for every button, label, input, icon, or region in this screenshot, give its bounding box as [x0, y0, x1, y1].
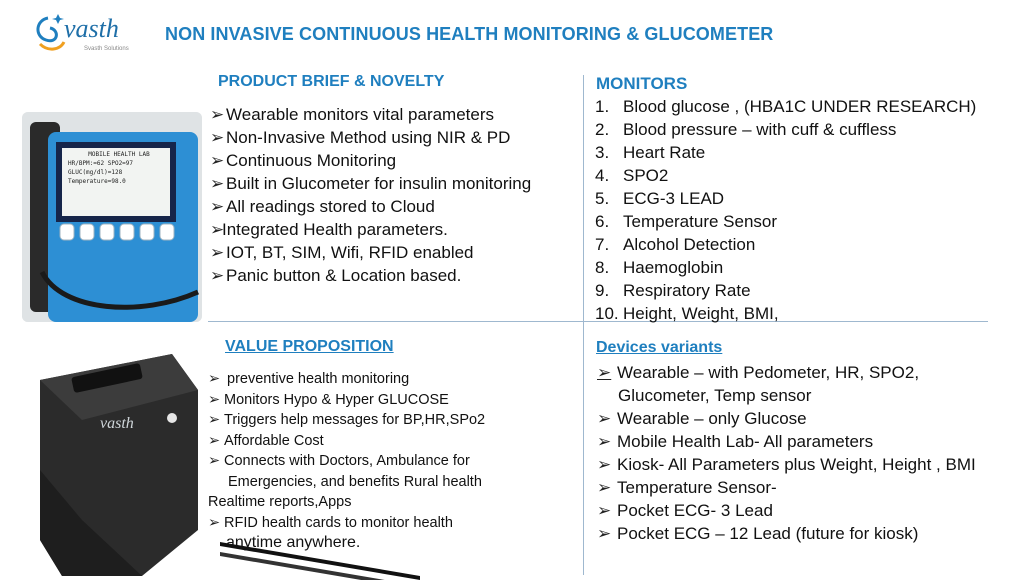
list-item: ➢ RFID health cards to monitor health [208, 513, 485, 534]
arrow-bullet-icon: ➢ [597, 409, 612, 428]
list-item: 3. Heart Rate [595, 143, 706, 162]
list-item: 10. Height, Weight, BMI, [595, 304, 779, 323]
list-item: 4. SPO2 [595, 166, 669, 185]
list-item: ➢ IOT, BT, SIM, Wifi, RFID enabled [210, 243, 474, 262]
page-title: NON INVASIVE CONTINUOUS HEALTH MONITORING & GLUCOMETER [165, 24, 774, 44]
list-item: Glucometer, Temp sensor [618, 386, 812, 405]
screen-line-3: Temperature=98.0 [68, 178, 126, 185]
arrow-bullet-icon: ➢ [597, 455, 612, 474]
arrow-bullet-icon: ➢ [210, 220, 225, 239]
screen-header: MOBILE HEALTH LAB [88, 151, 150, 158]
monitors-list [595, 95, 976, 325]
arrow-bullet-icon: ➢ [208, 391, 221, 408]
list-item: ➢ Wearable – with Pedometer, HR, SPO2, [597, 363, 920, 382]
screen-line-1: HR/BPM:=62 SPO2=97 [68, 160, 134, 167]
logo-subtitle: Svasth Solutions [84, 46, 129, 52]
list-item: ➢ Pocket ECG – 12 Lead (future for kiosk) [597, 524, 919, 543]
mobile-health-lab-photo [22, 112, 202, 322]
product-brief-heading: PRODUCT BRIEF & NOVELTY [218, 73, 445, 90]
list-item: ➢ Non-Invasive Method using NIR & PD [210, 128, 511, 147]
list-item: ➢ Connects with Doctors, Ambulance for [208, 451, 485, 472]
list-item: ➢ Wearable – only Glucose [597, 409, 807, 428]
arrow-bullet-icon: ➢ [208, 412, 221, 428]
list-item: ➢ Triggers help messages for BP,HR,SPo2 [208, 410, 485, 431]
arrow-bullet-icon: ➢ [597, 432, 612, 451]
svg-text:vasth: vasth [100, 415, 134, 432]
arrow-bullet-icon: ➢ [208, 514, 221, 531]
wearable-device-photo [22, 350, 202, 576]
arrow-bullet-icon: ➢ [210, 128, 225, 147]
list-item: ➢ Monitors Hypo & Hyper GLUCOSE [208, 390, 485, 411]
list-item: ➢ Kiosk- All Parameters plus Weight, Height , BMI [597, 455, 976, 474]
list-item: 8. Haemoglobin [595, 258, 724, 277]
devices-variants-heading: Devices variants [596, 339, 723, 356]
list-item: ➢ preventive health monitoring [208, 369, 485, 390]
arrow-bullet-icon: ➢ [597, 524, 612, 543]
value-proposition-list [208, 369, 485, 554]
list-item: anytime anywhere. [226, 534, 361, 551]
list-item: ➢Integrated Health parameters. [210, 220, 448, 239]
list-item: 2. Blood pressure – with cuff & cuffless [595, 120, 897, 139]
arrow-bullet-icon: ➢ [210, 243, 225, 262]
arrow-bullet-icon: ➢ [597, 501, 612, 520]
list-item: ➢ All readings stored to Cloud [210, 197, 435, 216]
devices-variants-list [597, 361, 976, 545]
logo-text: vasth [64, 14, 119, 43]
list-item: 1. Blood glucose , (HBA1C UNDER RESEARCH) [595, 97, 977, 116]
arrow-bullet-icon: ➢ [210, 105, 225, 124]
arrow-bullet-icon: ➢ [210, 266, 225, 285]
monitors-heading: MONITORS [596, 74, 688, 93]
list-item: ➢ Pocket ECG- 3 Lead [597, 501, 773, 520]
list-item: ➢ Affordable Cost [208, 431, 485, 452]
arrow-bullet-icon: ➢ [210, 151, 225, 170]
list-item: Realtime reports,Apps [208, 494, 352, 510]
list-item: Emergencies, and benefits Rural health [228, 473, 482, 490]
arrow-bullet-icon: ➢ [597, 478, 612, 497]
arrow-bullet-icon: ➢ [210, 197, 225, 216]
list-item: ➢ Wearable monitors vital parameters [210, 105, 495, 124]
list-item: ➢ Continuous Monitoring [210, 151, 397, 170]
product-brief-list [210, 103, 531, 287]
list-item: 9. Respiratory Rate [595, 281, 751, 300]
value-proposition-heading: VALUE PROPOSITION [225, 338, 394, 355]
list-item: ➢ Built in Glucometer for insulin monitoring [210, 174, 532, 193]
list-item: 5. ECG-3 LEAD [595, 189, 725, 208]
list-item: 6. Temperature Sensor [595, 212, 778, 231]
company-logo [30, 8, 150, 58]
arrow-bullet-icon: ➢ [208, 453, 221, 469]
list-item: 7. Alcohol Detection [595, 235, 756, 254]
vertical-divider [583, 75, 584, 575]
list-item: ➢ Mobile Health Lab- All parameters [597, 432, 874, 451]
screen-line-2: GLUC(mg/dl)=128 [68, 169, 123, 176]
arrow-bullet-icon: ➢ [597, 363, 612, 382]
list-item: ➢ Temperature Sensor- [597, 478, 777, 497]
arrow-bullet-icon: ➢ [210, 174, 225, 193]
list-item: ➢ Panic button & Location based. [210, 266, 462, 285]
arrow-bullet-icon: ➢ [208, 432, 221, 449]
arrow-bullet-icon: ➢ [208, 371, 221, 387]
